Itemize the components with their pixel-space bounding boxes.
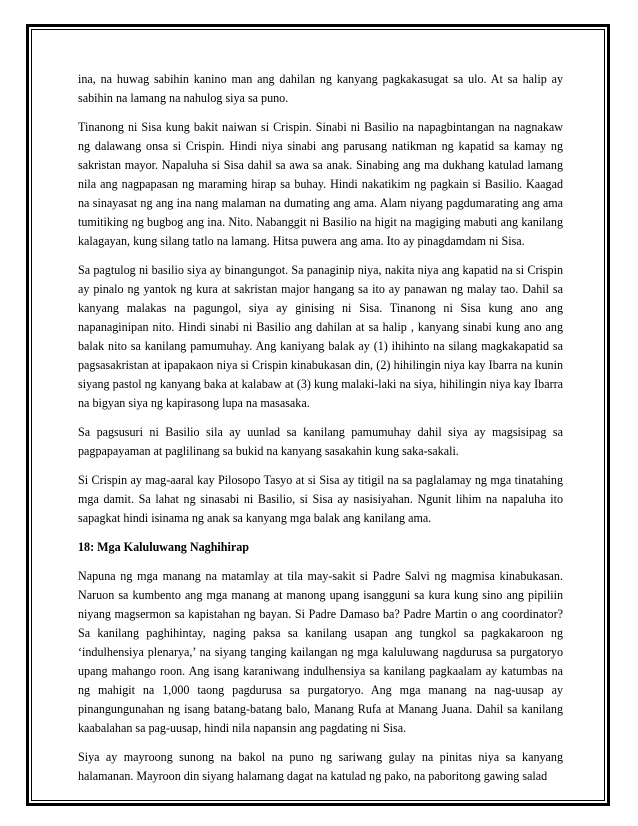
paragraph-7: Siya ay mayroong sunong na bakol na puno ng sariwang gulay na pinitas niya sa kanyang halamanan. Mayroon din siyang halamang dagat na katulad ng pako, na paboritong gawing salad (78, 750, 563, 783)
section-heading: 18: Mga Kaluluwang Naghihirap (78, 540, 250, 554)
document-body (78, 70, 563, 796)
paragraph-6: Napuna ng mga manang na matamlay at tila may-sakit si Padre Salvi ng magmisa kinabukasan. Naruon sa kumbento ang mga manang at manong upang isangguni sa kura kung sino ang pipiliin niyang magsermon sa kapistahan ng bayan. Si Padre Damaso ba? Padre Martin o ang coordinator? Sa kanilang paghihintay, naging paksa sa kanilang usapan ang tungkol sa pagkakaroon ng ‘indulhensiya plenarya,’ na siyang tanging kailangan ng mga kaluluwang nagdurusa sa purgatoryo upang mahango roon. Ang isang karaniwang indulhensiya sa kanilang pagkaalam ay katumbas na ng mahigit na 1,000 taong pagdurusa sa purgatoryo. Ang mga manang na nag-uusap ay pinangungunahan ng isang batang-batang balo, Manang Rufa at Manang Juana. Dahil sa kanilang kaabalahan sa pag-uusap, hindi nila napansin ang pagdating ni Sisa. (78, 569, 563, 735)
paragraph-5: Si Crispin ay mag-aaral kay Pilosopo Tasyo at si Sisa ay titigil na sa paglalamay ng mga tinatahing mga damit. Sa lahat ng sinasabi ni Basilio, si Sisa ay nasisiyahan. Ngunit lihim na napaluha ito sapagkat hindi isinama ng anak sa kanyang mga balak ang kanilang ama. (78, 473, 563, 525)
paragraph-1: ina, na huwag sabihin kanino man ang dahilan ng kanyang pagkakasugat sa ulo. At sa halip ay sabihin na lamang na nahulog siya sa puno. (78, 72, 563, 105)
paragraph-2: Tinanong ni Sisa kung bakit naiwan si Crispin. Sinabi ni Basilio na napagbintangan na nagnakaw ng dalawang onsa si Crispin. Hindi niya sinabi ang parusang natikman ng kapatid sa kamay ng sakristan mayor. Napaluha si Sisa dahil sa awa sa anak. Sinabing ang ma dukhang katulad lamang nila ang nagpapasan ng maraming hirap sa buhay. Hindi nakatikim ng pagkain si Basilio. Kaagad na sinayasat ng ang ina nang malaman na dumating ang ama. Alam niyang pagdumarating ang ama tumitiking ng bugbog ang ina. Nito. Nabanggit ni Basilio na higit na magiging mabuti ang kanilang kalagayan, kung silang tatlo na lamang. Hitsa puwera ang ama. Ito ay pinagdamdam ni Sisa. (78, 120, 563, 248)
paragraph-3: Sa pagtulog ni basilio siya ay binangungot. Sa panaginip niya, nakita niya ang kapatid na si Crispin ay pinalo ng yantok ng kura at sakristan major hangang sa ito ay panawan ng malay tao. Dahil sa kanyang malakas na pagungol, siya ay ginising ni Sisa. Tinanong ni Sisa kung ano ang napanaginipan nito. Hindi sinabi ni Basilio ang dahilan at sa halip , kanyang sinabi kung ano ang balak nito sa kanilang pamumuhay. Ang kaniyang balak ay (1) ihihinto na silang magkakapatid sa pagsasakristan at ipapakaon niya si Crispin kinabukasan din, (2) hihilingin niya kay Ibarra na kunin siyang pastol ng kanyang baka at kalabaw at (3) kung malaki-laki na siya, hihilingin niya kay Ibarra na bigyan siya ng kapirasong lupa na masasaka. (78, 263, 563, 410)
paragraph-4: Sa pagsusuri ni Basilio sila ay uunlad sa kanilang pamumuhay dahil siya ay magsisipag sa pagpapayaman at paglilinang sa bukid na kanyang sasakahin kung saka-sakali. (78, 425, 563, 458)
